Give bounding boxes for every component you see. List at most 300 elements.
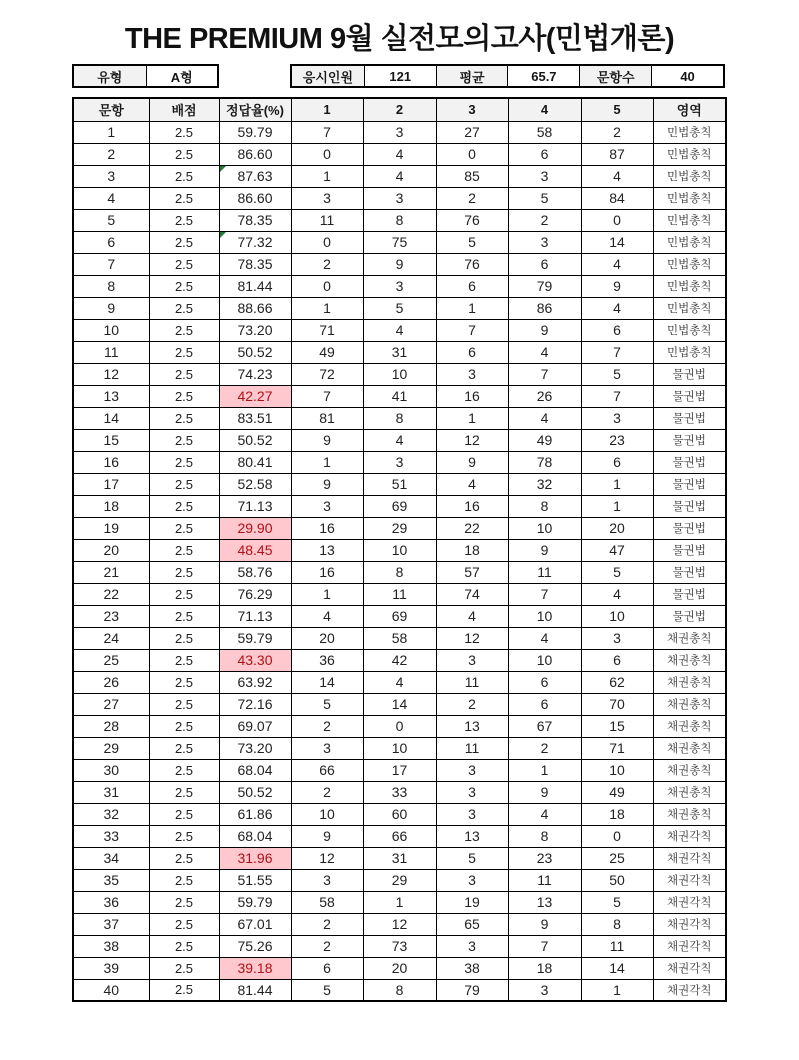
choice-3-count-cell: 13 bbox=[436, 825, 508, 847]
choice-4-count-cell: 10 bbox=[508, 649, 581, 671]
rate-cell: 68.04 bbox=[219, 759, 291, 781]
choice-4-count-cell: 6 bbox=[508, 253, 581, 275]
table-row bbox=[73, 627, 726, 649]
choice-5-count-cell: 7 bbox=[581, 341, 653, 363]
choice-5-count-cell: 0 bbox=[581, 825, 653, 847]
choice-2-count-cell: 10 bbox=[363, 737, 436, 759]
table-row bbox=[73, 605, 726, 627]
header-rate: 정답율(%) bbox=[219, 98, 291, 121]
table-row bbox=[73, 583, 726, 605]
table-row bbox=[73, 979, 726, 1001]
area-cell: 민법총칙 bbox=[653, 187, 726, 209]
table-row bbox=[73, 473, 726, 495]
choice-5-count-cell: 4 bbox=[581, 583, 653, 605]
choice-1-count-cell: 1 bbox=[291, 297, 363, 319]
area-cell: 물권법 bbox=[653, 473, 726, 495]
choice-5-count-cell: 2 bbox=[581, 121, 653, 143]
choice-3-count-cell: 6 bbox=[436, 275, 508, 297]
choice-1-count-cell: 81 bbox=[291, 407, 363, 429]
question-number-cell: 3 bbox=[73, 165, 149, 187]
question-number-cell: 40 bbox=[73, 979, 149, 1001]
choice-1-count-cell: 0 bbox=[291, 275, 363, 297]
table-row bbox=[73, 451, 726, 473]
question-number-cell: 10 bbox=[73, 319, 149, 341]
rate-cell: 50.52 bbox=[219, 429, 291, 451]
choice-3-count-cell: 18 bbox=[436, 539, 508, 561]
choice-5-count-cell: 15 bbox=[581, 715, 653, 737]
choice-2-count-cell: 10 bbox=[363, 539, 436, 561]
table-row bbox=[73, 671, 726, 693]
choice-3-count-cell: 1 bbox=[436, 407, 508, 429]
header-points: 배점 bbox=[149, 98, 219, 121]
table-row bbox=[73, 385, 726, 407]
rate-cell: 73.20 bbox=[219, 319, 291, 341]
choice-1-count-cell: 49 bbox=[291, 341, 363, 363]
points-cell: 2.5 bbox=[149, 363, 219, 385]
choice-4-count-cell: 9 bbox=[508, 539, 581, 561]
points-cell: 2.5 bbox=[149, 187, 219, 209]
choice-3-count-cell: 16 bbox=[436, 385, 508, 407]
question-number-cell: 28 bbox=[73, 715, 149, 737]
question-number-cell: 30 bbox=[73, 759, 149, 781]
points-cell: 2.5 bbox=[149, 759, 219, 781]
choice-5-count-cell: 50 bbox=[581, 869, 653, 891]
points-cell: 2.5 bbox=[149, 121, 219, 143]
choice-3-count-cell: 1 bbox=[436, 297, 508, 319]
question-number-cell: 29 bbox=[73, 737, 149, 759]
choice-1-count-cell: 2 bbox=[291, 253, 363, 275]
choice-3-count-cell: 12 bbox=[436, 429, 508, 451]
choice-5-count-cell: 7 bbox=[581, 385, 653, 407]
rate-cell: 81.44 bbox=[219, 275, 291, 297]
choice-5-count-cell: 1 bbox=[581, 979, 653, 1001]
choice-2-count-cell: 3 bbox=[363, 187, 436, 209]
choice-2-count-cell: 29 bbox=[363, 517, 436, 539]
choice-4-count-cell: 10 bbox=[508, 605, 581, 627]
choice-1-count-cell: 13 bbox=[291, 539, 363, 561]
choice-5-count-cell: 1 bbox=[581, 495, 653, 517]
area-cell: 민법총칙 bbox=[653, 319, 726, 341]
area-cell: 물권법 bbox=[653, 605, 726, 627]
choice-2-count-cell: 1 bbox=[363, 891, 436, 913]
choice-1-count-cell: 16 bbox=[291, 561, 363, 583]
choice-2-count-cell: 8 bbox=[363, 561, 436, 583]
points-cell: 2.5 bbox=[149, 979, 219, 1001]
choice-5-count-cell: 71 bbox=[581, 737, 653, 759]
points-cell: 2.5 bbox=[149, 253, 219, 275]
table-row bbox=[73, 363, 726, 385]
average-label: 평균 bbox=[436, 66, 508, 86]
average-value: 65.7 bbox=[507, 66, 579, 86]
choice-1-count-cell: 0 bbox=[291, 143, 363, 165]
rate-cell: 29.90 bbox=[219, 517, 291, 539]
question-number-cell: 24 bbox=[73, 627, 149, 649]
question-number-cell: 33 bbox=[73, 825, 149, 847]
choice-5-count-cell: 18 bbox=[581, 803, 653, 825]
choice-1-count-cell: 58 bbox=[291, 891, 363, 913]
choice-5-count-cell: 5 bbox=[581, 561, 653, 583]
results-table bbox=[72, 97, 727, 1002]
table-row bbox=[73, 561, 726, 583]
choice-4-count-cell: 2 bbox=[508, 737, 581, 759]
area-cell: 채권각칙 bbox=[653, 979, 726, 1001]
choice-3-count-cell: 3 bbox=[436, 803, 508, 825]
area-cell: 물권법 bbox=[653, 429, 726, 451]
choice-5-count-cell: 8 bbox=[581, 913, 653, 935]
points-cell: 2.5 bbox=[149, 473, 219, 495]
choice-4-count-cell: 78 bbox=[508, 451, 581, 473]
exam-stats-box bbox=[290, 64, 725, 88]
question-number-cell: 8 bbox=[73, 275, 149, 297]
choice-4-count-cell: 4 bbox=[508, 803, 581, 825]
choice-3-count-cell: 3 bbox=[436, 363, 508, 385]
rate-cell: 78.35 bbox=[219, 253, 291, 275]
area-cell: 물권법 bbox=[653, 517, 726, 539]
choice-5-count-cell: 14 bbox=[581, 231, 653, 253]
area-cell: 민법총칙 bbox=[653, 253, 726, 275]
header-choice-4: 4 bbox=[508, 98, 581, 121]
choice-5-count-cell: 23 bbox=[581, 429, 653, 451]
points-cell: 2.5 bbox=[149, 693, 219, 715]
area-cell: 채권총칙 bbox=[653, 759, 726, 781]
choice-5-count-cell: 3 bbox=[581, 407, 653, 429]
choice-5-count-cell: 6 bbox=[581, 451, 653, 473]
table-row bbox=[73, 957, 726, 979]
rate-cell: 59.79 bbox=[219, 891, 291, 913]
choice-5-count-cell: 49 bbox=[581, 781, 653, 803]
question-number-cell: 34 bbox=[73, 847, 149, 869]
table-row bbox=[73, 297, 726, 319]
choice-3-count-cell: 79 bbox=[436, 979, 508, 1001]
table-row bbox=[73, 275, 726, 297]
choice-1-count-cell: 11 bbox=[291, 209, 363, 231]
green-corner-marker-icon bbox=[220, 166, 226, 172]
choice-1-count-cell: 5 bbox=[291, 979, 363, 1001]
points-cell: 2.5 bbox=[149, 209, 219, 231]
area-cell: 채권총칙 bbox=[653, 737, 726, 759]
choice-2-count-cell: 9 bbox=[363, 253, 436, 275]
choice-2-count-cell: 75 bbox=[363, 231, 436, 253]
choice-1-count-cell: 1 bbox=[291, 451, 363, 473]
choice-4-count-cell: 4 bbox=[508, 407, 581, 429]
area-cell: 민법총칙 bbox=[653, 231, 726, 253]
results-table-body bbox=[73, 121, 726, 1001]
choice-3-count-cell: 76 bbox=[436, 253, 508, 275]
area-cell: 채권각칙 bbox=[653, 847, 726, 869]
choice-1-count-cell: 72 bbox=[291, 363, 363, 385]
choice-3-count-cell: 3 bbox=[436, 781, 508, 803]
choice-5-count-cell: 11 bbox=[581, 935, 653, 957]
header-row bbox=[73, 98, 726, 121]
area-cell: 채권총칙 bbox=[653, 715, 726, 737]
table-row bbox=[73, 715, 726, 737]
header-area: 영역 bbox=[653, 98, 726, 121]
choice-1-count-cell: 9 bbox=[291, 473, 363, 495]
choice-1-count-cell: 5 bbox=[291, 693, 363, 715]
table-row bbox=[73, 517, 726, 539]
rate-cell: 43.30 bbox=[219, 649, 291, 671]
area-cell: 채권각칙 bbox=[653, 957, 726, 979]
choice-3-count-cell: 2 bbox=[436, 187, 508, 209]
table-row bbox=[73, 759, 726, 781]
table-row bbox=[73, 847, 726, 869]
info-spacer bbox=[219, 64, 290, 88]
area-cell: 물권법 bbox=[653, 495, 726, 517]
choice-4-count-cell: 67 bbox=[508, 715, 581, 737]
takers-value: 121 bbox=[364, 66, 436, 86]
points-cell: 2.5 bbox=[149, 231, 219, 253]
rate-cell: 42.27 bbox=[219, 385, 291, 407]
header-choice-5: 5 bbox=[581, 98, 653, 121]
question-number-cell: 19 bbox=[73, 517, 149, 539]
choice-4-count-cell: 7 bbox=[508, 363, 581, 385]
choice-2-count-cell: 4 bbox=[363, 671, 436, 693]
choice-3-count-cell: 9 bbox=[436, 451, 508, 473]
points-cell: 2.5 bbox=[149, 297, 219, 319]
choice-2-count-cell: 8 bbox=[363, 979, 436, 1001]
points-cell: 2.5 bbox=[149, 825, 219, 847]
choice-3-count-cell: 19 bbox=[436, 891, 508, 913]
rate-cell: 77.32 bbox=[219, 231, 291, 253]
choice-3-count-cell: 2 bbox=[436, 693, 508, 715]
choice-5-count-cell: 9 bbox=[581, 275, 653, 297]
choice-2-count-cell: 11 bbox=[363, 583, 436, 605]
points-cell: 2.5 bbox=[149, 737, 219, 759]
choice-4-count-cell: 5 bbox=[508, 187, 581, 209]
question-number-cell: 23 bbox=[73, 605, 149, 627]
choice-3-count-cell: 11 bbox=[436, 671, 508, 693]
choice-3-count-cell: 27 bbox=[436, 121, 508, 143]
points-cell: 2.5 bbox=[149, 935, 219, 957]
question-number-cell: 35 bbox=[73, 869, 149, 891]
question-number-cell: 2 bbox=[73, 143, 149, 165]
points-cell: 2.5 bbox=[149, 341, 219, 363]
area-cell: 민법총칙 bbox=[653, 341, 726, 363]
area-cell: 민법총칙 bbox=[653, 275, 726, 297]
choice-4-count-cell: 1 bbox=[508, 759, 581, 781]
choice-3-count-cell: 11 bbox=[436, 737, 508, 759]
area-cell: 물권법 bbox=[653, 583, 726, 605]
area-cell: 채권총칙 bbox=[653, 781, 726, 803]
rate-cell: 73.20 bbox=[219, 737, 291, 759]
choice-2-count-cell: 8 bbox=[363, 407, 436, 429]
table-row bbox=[73, 737, 726, 759]
choice-5-count-cell: 87 bbox=[581, 143, 653, 165]
results-table-header bbox=[73, 98, 726, 121]
rate-cell: 50.52 bbox=[219, 781, 291, 803]
choice-2-count-cell: 60 bbox=[363, 803, 436, 825]
choice-4-count-cell: 10 bbox=[508, 517, 581, 539]
choice-4-count-cell: 4 bbox=[508, 627, 581, 649]
table-row bbox=[73, 913, 726, 935]
choice-1-count-cell: 2 bbox=[291, 913, 363, 935]
question-number-cell: 11 bbox=[73, 341, 149, 363]
choice-4-count-cell: 3 bbox=[508, 979, 581, 1001]
area-cell: 채권각칙 bbox=[653, 913, 726, 935]
area-cell: 민법총칙 bbox=[653, 143, 726, 165]
choice-1-count-cell: 36 bbox=[291, 649, 363, 671]
question-number-cell: 27 bbox=[73, 693, 149, 715]
choice-5-count-cell: 25 bbox=[581, 847, 653, 869]
choice-4-count-cell: 8 bbox=[508, 825, 581, 847]
points-cell: 2.5 bbox=[149, 649, 219, 671]
choice-3-count-cell: 65 bbox=[436, 913, 508, 935]
area-cell: 채권총칙 bbox=[653, 671, 726, 693]
table-row bbox=[73, 341, 726, 363]
table-row bbox=[73, 165, 726, 187]
rate-cell: 80.41 bbox=[219, 451, 291, 473]
points-cell: 2.5 bbox=[149, 847, 219, 869]
table-row bbox=[73, 429, 726, 451]
choice-1-count-cell: 3 bbox=[291, 869, 363, 891]
choice-2-count-cell: 69 bbox=[363, 495, 436, 517]
choice-2-count-cell: 0 bbox=[363, 715, 436, 737]
choice-3-count-cell: 74 bbox=[436, 583, 508, 605]
points-cell: 2.5 bbox=[149, 627, 219, 649]
choice-5-count-cell: 6 bbox=[581, 649, 653, 671]
area-cell: 물권법 bbox=[653, 539, 726, 561]
points-cell: 2.5 bbox=[149, 913, 219, 935]
choice-3-count-cell: 5 bbox=[436, 231, 508, 253]
rate-cell: 51.55 bbox=[219, 869, 291, 891]
choice-5-count-cell: 20 bbox=[581, 517, 653, 539]
choice-2-count-cell: 8 bbox=[363, 209, 436, 231]
choice-3-count-cell: 3 bbox=[436, 649, 508, 671]
choice-2-count-cell: 3 bbox=[363, 275, 436, 297]
question-number-cell: 21 bbox=[73, 561, 149, 583]
area-cell: 민법총칙 bbox=[653, 121, 726, 143]
choice-1-count-cell: 1 bbox=[291, 583, 363, 605]
choice-1-count-cell: 71 bbox=[291, 319, 363, 341]
choice-4-count-cell: 2 bbox=[508, 209, 581, 231]
choice-3-count-cell: 38 bbox=[436, 957, 508, 979]
area-cell: 채권총칙 bbox=[653, 649, 726, 671]
choice-2-count-cell: 41 bbox=[363, 385, 436, 407]
choice-3-count-cell: 22 bbox=[436, 517, 508, 539]
rate-cell: 68.04 bbox=[219, 825, 291, 847]
points-cell: 2.5 bbox=[149, 451, 219, 473]
choice-1-count-cell: 7 bbox=[291, 121, 363, 143]
area-cell: 물권법 bbox=[653, 407, 726, 429]
rate-cell: 39.18 bbox=[219, 957, 291, 979]
choice-2-count-cell: 10 bbox=[363, 363, 436, 385]
choice-3-count-cell: 57 bbox=[436, 561, 508, 583]
rate-cell: 86.60 bbox=[219, 143, 291, 165]
question-number-cell: 15 bbox=[73, 429, 149, 451]
choice-1-count-cell: 1 bbox=[291, 165, 363, 187]
choice-4-count-cell: 3 bbox=[508, 165, 581, 187]
choice-5-count-cell: 14 bbox=[581, 957, 653, 979]
choice-1-count-cell: 6 bbox=[291, 957, 363, 979]
rate-cell: 63.92 bbox=[219, 671, 291, 693]
question-number-cell: 14 bbox=[73, 407, 149, 429]
table-row bbox=[73, 209, 726, 231]
choice-5-count-cell: 6 bbox=[581, 319, 653, 341]
points-cell: 2.5 bbox=[149, 803, 219, 825]
choice-1-count-cell: 0 bbox=[291, 231, 363, 253]
choice-2-count-cell: 12 bbox=[363, 913, 436, 935]
rate-cell: 76.29 bbox=[219, 583, 291, 605]
choice-4-count-cell: 11 bbox=[508, 561, 581, 583]
choice-3-count-cell: 3 bbox=[436, 759, 508, 781]
choice-5-count-cell: 4 bbox=[581, 165, 653, 187]
header-choice-3: 3 bbox=[436, 98, 508, 121]
area-cell: 물권법 bbox=[653, 385, 726, 407]
choice-2-count-cell: 4 bbox=[363, 143, 436, 165]
points-cell: 2.5 bbox=[149, 781, 219, 803]
choice-5-count-cell: 47 bbox=[581, 539, 653, 561]
area-cell: 채권총칙 bbox=[653, 803, 726, 825]
choice-5-count-cell: 84 bbox=[581, 187, 653, 209]
question-number-cell: 38 bbox=[73, 935, 149, 957]
question-number-cell: 22 bbox=[73, 583, 149, 605]
table-row bbox=[73, 407, 726, 429]
info-row bbox=[72, 64, 725, 88]
points-cell: 2.5 bbox=[149, 891, 219, 913]
choice-3-count-cell: 3 bbox=[436, 869, 508, 891]
header-choice-1: 1 bbox=[291, 98, 363, 121]
choice-5-count-cell: 62 bbox=[581, 671, 653, 693]
table-row bbox=[73, 253, 726, 275]
choice-1-count-cell: 2 bbox=[291, 935, 363, 957]
rate-cell: 61.86 bbox=[219, 803, 291, 825]
exam-type-value: A형 bbox=[146, 66, 218, 86]
choice-5-count-cell: 1 bbox=[581, 473, 653, 495]
choice-2-count-cell: 3 bbox=[363, 121, 436, 143]
choice-4-count-cell: 13 bbox=[508, 891, 581, 913]
rate-cell: 81.44 bbox=[219, 979, 291, 1001]
table-row bbox=[73, 319, 726, 341]
choice-4-count-cell: 9 bbox=[508, 781, 581, 803]
points-cell: 2.5 bbox=[149, 275, 219, 297]
points-cell: 2.5 bbox=[149, 407, 219, 429]
table-row bbox=[73, 781, 726, 803]
choice-4-count-cell: 6 bbox=[508, 143, 581, 165]
choice-3-count-cell: 85 bbox=[436, 165, 508, 187]
question-number-cell: 37 bbox=[73, 913, 149, 935]
choice-4-count-cell: 58 bbox=[508, 121, 581, 143]
header-choice-2: 2 bbox=[363, 98, 436, 121]
choice-3-count-cell: 12 bbox=[436, 627, 508, 649]
table-row bbox=[73, 935, 726, 957]
choice-2-count-cell: 31 bbox=[363, 341, 436, 363]
points-cell: 2.5 bbox=[149, 957, 219, 979]
choice-4-count-cell: 26 bbox=[508, 385, 581, 407]
rate-cell: 74.23 bbox=[219, 363, 291, 385]
rate-cell: 48.45 bbox=[219, 539, 291, 561]
question-number-cell: 25 bbox=[73, 649, 149, 671]
green-corner-marker-icon bbox=[220, 232, 226, 238]
table-row bbox=[73, 495, 726, 517]
question-number-cell: 39 bbox=[73, 957, 149, 979]
choice-2-count-cell: 4 bbox=[363, 319, 436, 341]
rate-cell: 75.26 bbox=[219, 935, 291, 957]
rate-cell: 50.52 bbox=[219, 341, 291, 363]
choice-4-count-cell: 49 bbox=[508, 429, 581, 451]
question-number-cell: 31 bbox=[73, 781, 149, 803]
choice-3-count-cell: 16 bbox=[436, 495, 508, 517]
points-cell: 2.5 bbox=[149, 583, 219, 605]
exam-type-label: 유형 bbox=[74, 66, 146, 86]
choice-4-count-cell: 18 bbox=[508, 957, 581, 979]
choice-3-count-cell: 6 bbox=[436, 341, 508, 363]
choice-4-count-cell: 32 bbox=[508, 473, 581, 495]
choice-1-count-cell: 12 bbox=[291, 847, 363, 869]
question-number-cell: 26 bbox=[73, 671, 149, 693]
question-number-cell: 17 bbox=[73, 473, 149, 495]
choice-4-count-cell: 3 bbox=[508, 231, 581, 253]
choice-1-count-cell: 3 bbox=[291, 737, 363, 759]
